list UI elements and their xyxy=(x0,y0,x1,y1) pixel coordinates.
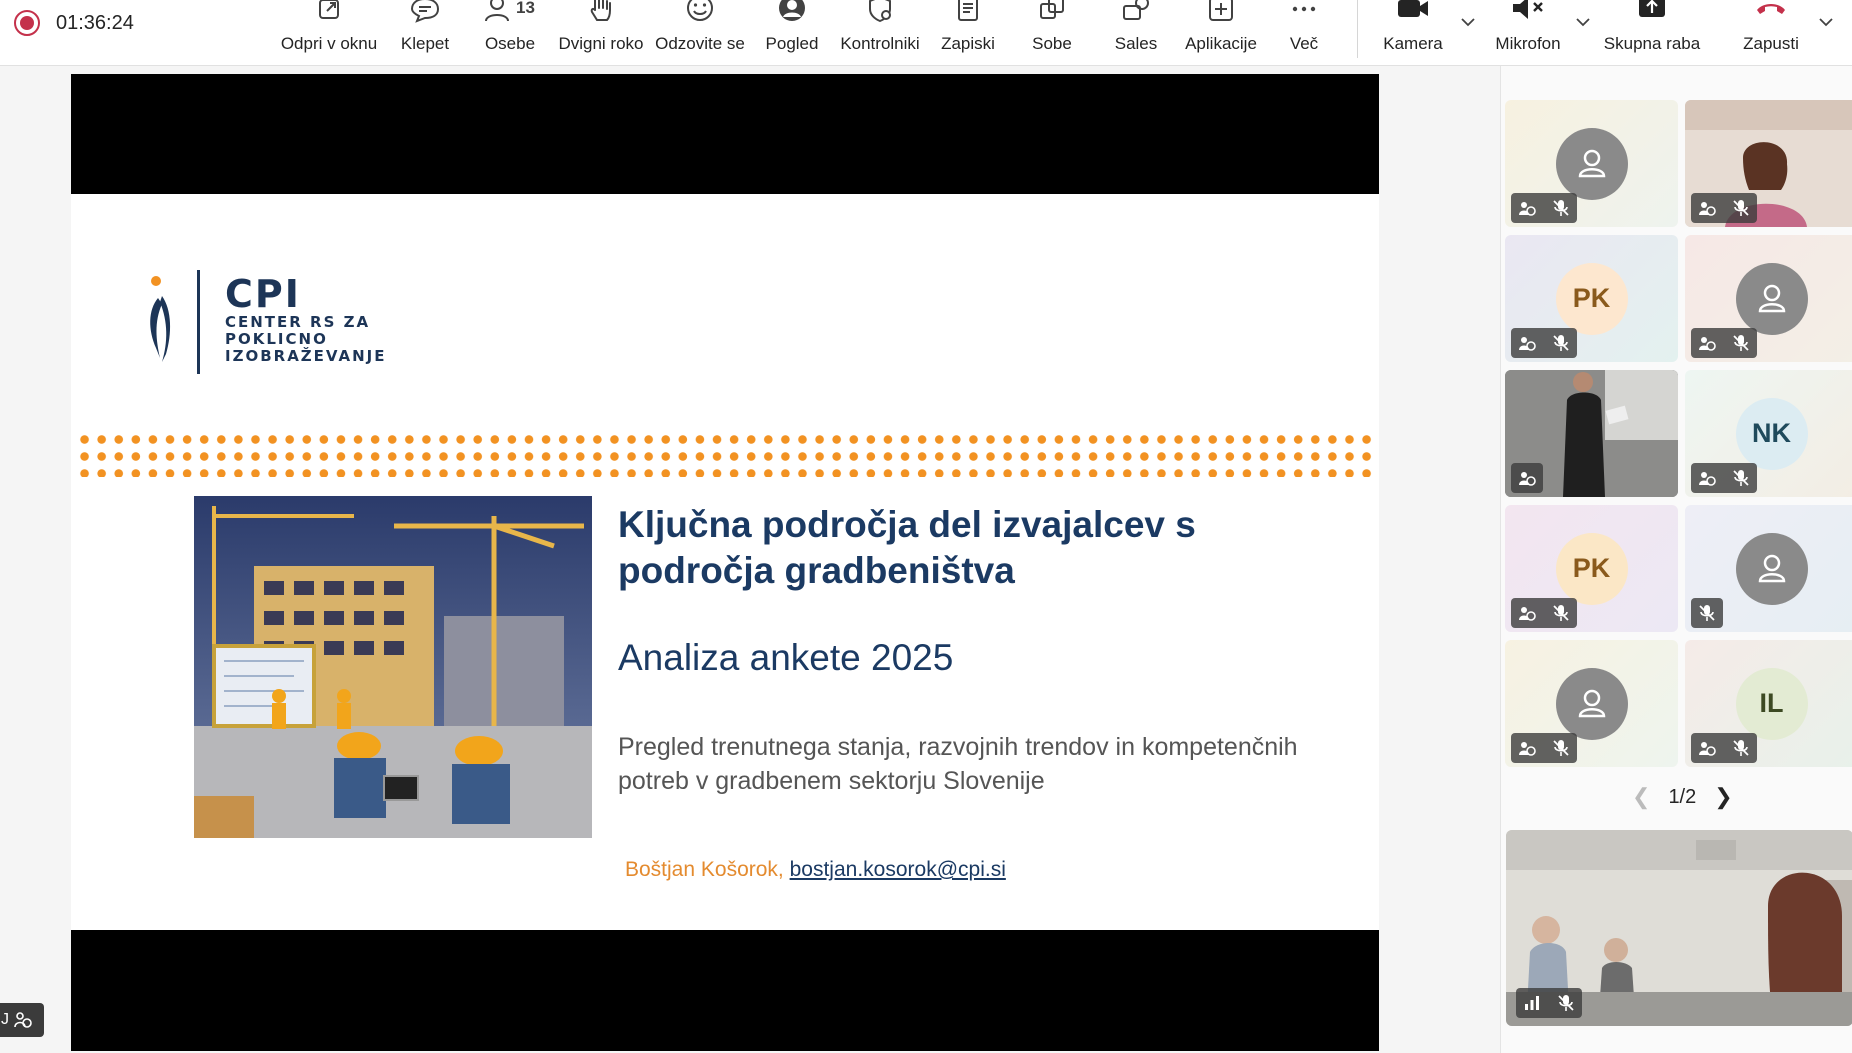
more-icon xyxy=(1289,0,1319,24)
popout-label: Odpri v oknu xyxy=(280,34,378,53)
camera-button[interactable] xyxy=(1383,0,1443,62)
participant-tile-video[interactable] xyxy=(1505,370,1678,497)
meeting-toolbar xyxy=(0,0,1852,66)
people-icon xyxy=(482,0,516,24)
participant-initials-avatar: PK xyxy=(1556,263,1628,335)
apps-icon xyxy=(1206,0,1236,24)
participant-tile[interactable] xyxy=(1505,640,1678,767)
view-icon xyxy=(776,0,808,26)
leave-label: Zapusti xyxy=(1743,34,1799,53)
people-label: Osebe xyxy=(484,34,536,53)
hand-icon xyxy=(1697,333,1717,353)
participant-tile[interactable] xyxy=(1685,370,1852,497)
author-name: Boštjan Košorok, xyxy=(625,858,784,881)
view-button[interactable] xyxy=(762,0,822,62)
construction-illustration xyxy=(194,496,592,838)
tile-status xyxy=(1691,463,1757,493)
self-initial: J xyxy=(1,1011,9,1028)
logo-line: CENTER RS ZA xyxy=(225,313,371,331)
react-icon xyxy=(684,0,716,26)
controls-label: Kontrolniki xyxy=(840,34,920,53)
slide-title: Ključna področja del izvajalcev s področja gradbeništva xyxy=(618,504,1196,591)
participant-initials-avatar: NK xyxy=(1736,398,1808,470)
sales-icon xyxy=(1120,0,1152,24)
toolbar-divider xyxy=(1357,0,1358,58)
camera-label: Kamera xyxy=(1383,34,1443,53)
hand-icon xyxy=(1697,738,1717,758)
hand-icon xyxy=(1697,468,1717,488)
sales-label: Sales xyxy=(1114,34,1158,53)
logo-title: CPI xyxy=(225,272,301,316)
logo-subtitle xyxy=(225,314,387,365)
view-label: Pogled xyxy=(765,34,819,53)
mic-off-icon xyxy=(1551,603,1571,623)
notes-icon xyxy=(954,0,982,24)
meeting-timer: 01:36:24 xyxy=(56,12,134,34)
hang-up-icon xyxy=(1753,0,1789,24)
camera-options-chevron-icon[interactable] xyxy=(1458,12,1478,32)
participant-tile[interactable] xyxy=(1505,505,1678,632)
signal-bars-icon xyxy=(1522,993,1542,1013)
chat-button[interactable] xyxy=(395,0,455,62)
mic-off-icon xyxy=(1551,333,1571,353)
popout-button[interactable] xyxy=(281,0,377,62)
logo-divider xyxy=(197,270,200,374)
presentation-slide xyxy=(71,194,1379,930)
mic-muted-icon xyxy=(1510,0,1546,24)
participant-tile[interactable] xyxy=(1505,235,1678,362)
recording-indicator-icon xyxy=(14,10,40,36)
rooms-button[interactable] xyxy=(1024,0,1080,62)
gallery-pager xyxy=(1632,784,1733,810)
page-indicator: 1/2 xyxy=(1668,785,1697,808)
share-icon xyxy=(1636,0,1668,24)
controls-icon xyxy=(865,0,895,24)
sales-button[interactable] xyxy=(1108,0,1164,62)
share-label: Skupna raba xyxy=(1603,34,1701,53)
mic-off-icon xyxy=(1731,198,1751,218)
mic-off-icon xyxy=(1551,738,1571,758)
default-avatar-icon xyxy=(1736,533,1808,605)
dotted-divider xyxy=(76,431,1374,477)
next-page-chevron-icon[interactable]: ❯ xyxy=(1714,784,1733,809)
apps-button[interactable] xyxy=(1180,0,1262,62)
mic-off-icon xyxy=(1556,993,1576,1013)
participant-tile[interactable] xyxy=(1685,640,1852,767)
participant-tile[interactable] xyxy=(1685,505,1852,632)
tile-status xyxy=(1511,733,1577,763)
participant-tile-video[interactable] xyxy=(1685,100,1852,227)
participant-tile[interactable] xyxy=(1685,235,1852,362)
share-button[interactable] xyxy=(1604,0,1700,62)
mic-off-icon xyxy=(1731,333,1751,353)
hand-icon xyxy=(1517,738,1537,758)
hand-icon xyxy=(1517,333,1537,353)
microphone-options-chevron-icon[interactable] xyxy=(1573,12,1593,32)
chat-icon xyxy=(408,0,442,24)
apps-label: Aplikacije xyxy=(1185,34,1257,53)
author-email-link[interactable]: bostjan.kosorok@cpi.si xyxy=(789,858,1006,881)
microphone-button[interactable] xyxy=(1492,0,1564,62)
people-button[interactable] xyxy=(480,0,540,62)
tile-status xyxy=(1691,598,1723,628)
tile-status xyxy=(1511,463,1543,493)
default-avatar-icon xyxy=(1736,263,1808,335)
logo-line: IZOBRAŽEVANJE xyxy=(225,347,387,365)
rooms-label: Sobe xyxy=(1032,34,1072,53)
hand-raise-small-icon xyxy=(13,1010,33,1030)
default-avatar-icon xyxy=(1556,128,1628,200)
participant-tile[interactable] xyxy=(1505,100,1678,227)
slide-author xyxy=(625,858,1006,882)
hand-icon xyxy=(1517,603,1537,623)
raise-hand-icon xyxy=(586,0,616,24)
react-button[interactable] xyxy=(655,0,745,62)
hand-icon xyxy=(1517,198,1537,218)
hand-icon xyxy=(1697,198,1717,218)
participants-gallery xyxy=(1500,66,1852,1053)
mic-off-icon xyxy=(1551,198,1571,218)
leave-button[interactable] xyxy=(1738,0,1804,62)
logo-line: POKLICNO xyxy=(225,330,328,348)
slide-description: Pregled trenutnega stanja, razvojnih trendov in kompetenčnih potreb v gradbenem sektorju Slovenije xyxy=(618,733,1298,795)
controls-button[interactable] xyxy=(838,0,922,62)
participant-initials-avatar: PK xyxy=(1556,533,1628,605)
notes-button[interactable] xyxy=(938,0,998,62)
popout-icon xyxy=(314,0,344,24)
chat-label: Klepet xyxy=(400,34,450,53)
mic-off-icon xyxy=(1731,738,1751,758)
tile-status xyxy=(1516,988,1582,1018)
hand-icon xyxy=(1517,468,1537,488)
notes-label: Zapiski xyxy=(941,34,995,53)
tile-status xyxy=(1691,193,1757,223)
tile-status xyxy=(1511,598,1577,628)
mic-off-icon xyxy=(1731,468,1751,488)
previous-page-chevron-icon[interactable]: ❮ xyxy=(1632,784,1651,809)
tile-status xyxy=(1691,328,1757,358)
raise-hand-label: Dvigni roko xyxy=(558,34,644,53)
tile-status xyxy=(1691,733,1757,763)
react-label: Odzovite se xyxy=(655,34,745,53)
participant-initials-avatar: IL xyxy=(1736,668,1808,740)
self-view-chip[interactable] xyxy=(0,1003,44,1037)
more-button[interactable] xyxy=(1284,0,1324,62)
default-avatar-icon xyxy=(1556,668,1628,740)
leave-options-chevron-icon[interactable] xyxy=(1816,12,1836,32)
microphone-label: Mikrofon xyxy=(1495,34,1561,53)
more-label: Več xyxy=(1289,34,1319,53)
tile-status xyxy=(1511,328,1577,358)
tile-status xyxy=(1511,193,1577,223)
camera-icon xyxy=(1395,0,1431,24)
slide-subtitle: Analiza ankete 2025 xyxy=(618,637,954,678)
mic-off-icon xyxy=(1697,603,1717,623)
raise-hand-button[interactable] xyxy=(556,0,646,62)
people-count-badge: 13 xyxy=(516,0,535,17)
rooms-icon xyxy=(1037,0,1067,24)
self-view-video[interactable] xyxy=(1506,830,1852,1026)
